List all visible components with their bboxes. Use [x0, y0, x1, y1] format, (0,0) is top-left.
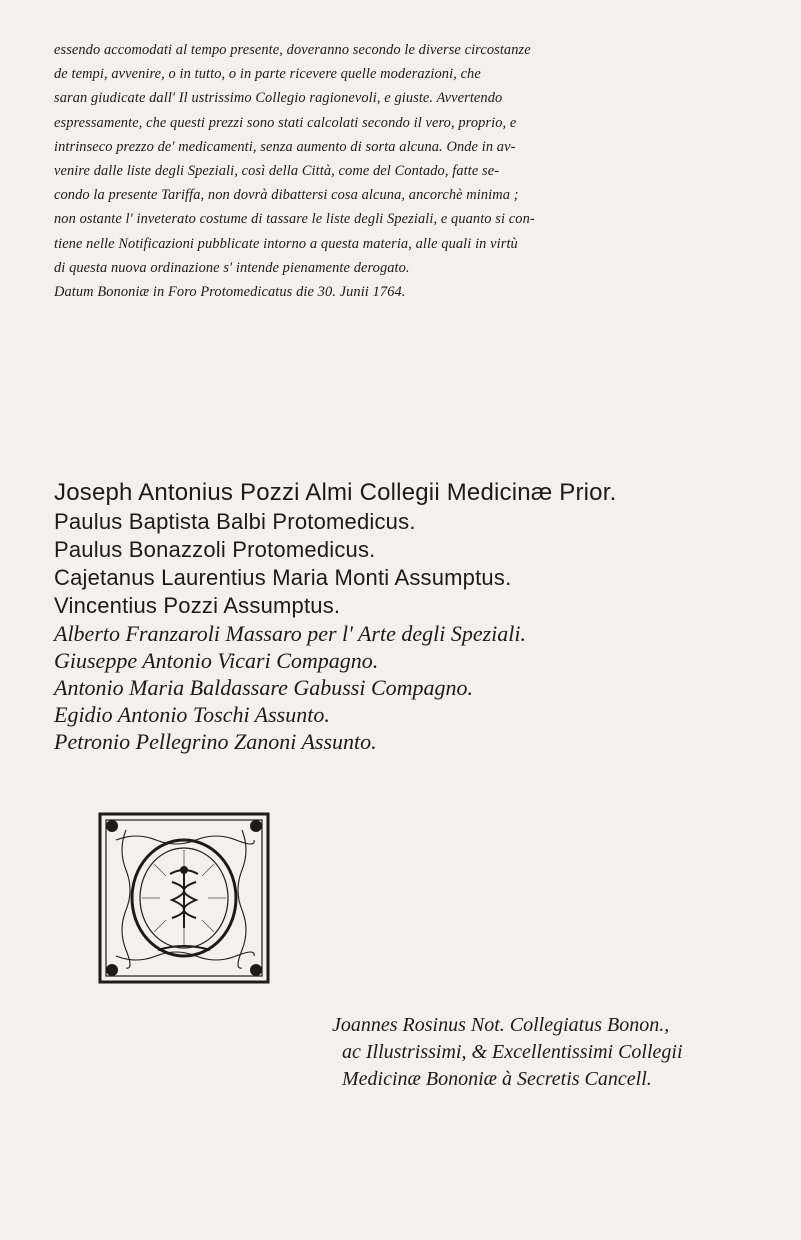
notary-line: Medicinæ Bononiæ à Secretis Cancell. [342, 1068, 652, 1090]
body-line: tiene nelle Notificazioni pubblicate intorno a questa materia, alle quali in virtù [54, 235, 518, 252]
guild-signatory-assunto: Egidio Antonio Toschi Assunto. [54, 702, 330, 727]
body-line: essendo accomodati al tempo presente, doveranno secondo le diverse circostanze [54, 42, 531, 58]
signatories-block [54, 478, 794, 755]
notary-line: ac Illustrissimi, & Excellentissimi Collegii [342, 1041, 683, 1063]
seal-icon [96, 810, 272, 986]
signatory-protomedicus: Paulus Bonazzoli Protomedicus. [54, 537, 376, 562]
body-line: di questa nuova ordinazione s' intende pienamente derogato. [54, 259, 410, 276]
guild-signatory-compagno: Antonio Maria Baldassare Gabussi Compagno. [54, 675, 474, 700]
body-line: de tempi, avvenire, o in tutto, o in parte ricevere quelle moderazioni, che [54, 66, 481, 83]
body-line: intrinseco prezzo de' medicamenti, senza aumento di sorta alcuna. Onde in av- [54, 138, 516, 155]
guild-signatory-assunto: Petronio Pellegrino Zanoni Assunto. [54, 729, 377, 754]
date-line: Datum Bononiæ in Foro Protomedicatus die 30. Junii 1764. [54, 284, 406, 301]
signatory-assumptus: Vincentius Pozzi Assumptus. [54, 593, 341, 618]
decree-body-text [54, 38, 782, 304]
body-line: saran giudicate dall' Il ustrissimo Collegio ragionevoli, e giuste. Avvertendo [54, 90, 503, 107]
body-line: espressamente, che questi prezzi sono stati calcolati secondo il vero, proprio, e [54, 114, 517, 131]
body-line: non ostante l' inveterato costume di tassare le liste degli Speziali, e quanto si con- [54, 211, 535, 228]
notary-line: Joannes Rosinus Not. Collegiatus Bonon., [332, 1014, 670, 1036]
signatory-protomedicus: Paulus Baptista Balbi Protomedicus. [54, 509, 416, 534]
guild-signatory-compagno: Giuseppe Antonio Vicari Compagno. [54, 648, 379, 673]
body-line: condo la presente Tariffa, non dovrà dibattersi cosa alcuna, ancorchè minima ; [54, 187, 519, 204]
guild-signatory-massaro: Alberto Franzaroli Massaro per l' Arte degli Speziali. [54, 621, 526, 646]
signatory-prior: Joseph Antonius Pozzi Almi Collegii Medicinæ Prior. [54, 479, 617, 506]
signatory-assumptus: Cajetanus Laurentius Maria Monti Assumptus. [54, 565, 512, 590]
body-line: venire dalle liste degli Speziali, così della Città, come del Contado, fatte se- [54, 163, 500, 180]
notary-attestation [332, 1012, 792, 1093]
